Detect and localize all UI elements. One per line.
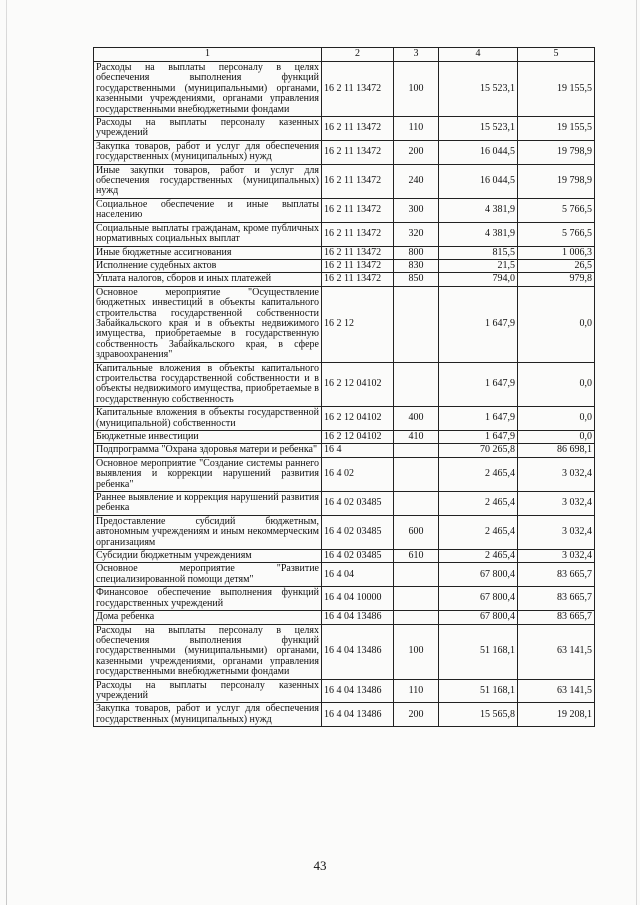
row-expense-type-cell: 200 — [394, 140, 439, 164]
row-value-year1-cell: 1 647,9 — [439, 407, 518, 431]
row-expense-type-cell — [394, 492, 439, 516]
row-name-cell: Капитальные вложения в объекты государственной (муниципальной) собственности — [94, 407, 322, 431]
row-value-year1-cell: 16 044,5 — [439, 164, 518, 198]
row-code-cell: 16 4 04 — [322, 563, 394, 587]
row-code-cell: 16 4 02 03485 — [322, 492, 394, 516]
row-value-year2-cell: 5 766,5 — [518, 222, 595, 246]
row-expense-type-cell: 100 — [394, 624, 439, 679]
row-value-year1-cell: 2 465,4 — [439, 492, 518, 516]
table-row — [94, 431, 595, 444]
row-expense-type-cell — [394, 587, 439, 611]
table-row — [94, 703, 595, 727]
row-expense-type-cell — [394, 362, 439, 407]
row-value-year2-cell: 1 006,3 — [518, 246, 595, 259]
row-value-year2-cell: 63 141,5 — [518, 679, 595, 703]
column-header: 2 — [322, 48, 394, 62]
row-code-cell: 16 2 12 04102 — [322, 431, 394, 444]
row-value-year2-cell: 3 032,4 — [518, 515, 595, 549]
row-name-cell: Основное мероприятие "Развитие специализированной помощи детям" — [94, 563, 322, 587]
table-row — [94, 563, 595, 587]
row-name-cell: Капитальные вложения в объекты капитального строительства государственной собственности и в объекты недвижимого имущества, приобретаемые в государственную собственность — [94, 362, 322, 407]
row-value-year2-cell: 0,0 — [518, 286, 595, 362]
row-name-cell: Раннее выявление и коррекция нарушений развития ребенка — [94, 492, 322, 516]
table-row — [94, 407, 595, 431]
row-value-year1-cell: 21,5 — [439, 259, 518, 272]
budget-table — [93, 47, 595, 727]
row-code-cell: 16 2 11 13472 — [322, 259, 394, 272]
column-header: 3 — [394, 48, 439, 62]
table-row — [94, 515, 595, 549]
row-name-cell: Бюджетные инвестиции — [94, 431, 322, 444]
row-name-cell: Расходы на выплаты персоналу казенных учреждений — [94, 679, 322, 703]
row-value-year1-cell: 67 800,4 — [439, 587, 518, 611]
row-value-year2-cell: 3 032,4 — [518, 492, 595, 516]
row-value-year2-cell: 19 208,1 — [518, 703, 595, 727]
row-code-cell: 16 4 04 13486 — [322, 624, 394, 679]
row-value-year2-cell: 0,0 — [518, 407, 595, 431]
table-row — [94, 362, 595, 407]
row-value-year2-cell: 63 141,5 — [518, 624, 595, 679]
row-expense-type-cell: 320 — [394, 222, 439, 246]
row-expense-type-cell: 110 — [394, 117, 439, 141]
row-name-cell: Иные закупки товаров, работ и услуг для обеспечения государственных (муниципальных) нужд — [94, 164, 322, 198]
table-row — [94, 286, 595, 362]
table-row — [94, 492, 595, 516]
row-name-cell: Уплата налогов, сборов и иных платежей — [94, 273, 322, 286]
row-code-cell: 16 4 04 13486 — [322, 679, 394, 703]
table-row — [94, 457, 595, 491]
row-code-cell: 16 2 11 13472 — [322, 140, 394, 164]
row-name-cell: Исполнение судебных актов — [94, 259, 322, 272]
row-name-cell: Финансовое обеспечение выполнения функций государственных учреждений — [94, 587, 322, 611]
row-name-cell: Основное мероприятие "Создание системы раннего выявления и коррекции нарушений развития ребенка" — [94, 457, 322, 491]
row-value-year1-cell: 815,5 — [439, 246, 518, 259]
row-code-cell: 16 4 04 10000 — [322, 587, 394, 611]
row-expense-type-cell — [394, 286, 439, 362]
row-expense-type-cell: 400 — [394, 407, 439, 431]
row-value-year2-cell: 0,0 — [518, 362, 595, 407]
row-expense-type-cell — [394, 563, 439, 587]
row-name-cell: Социальное обеспечение и иные выплаты населению — [94, 198, 322, 222]
row-name-cell: Иные бюджетные ассигнования — [94, 246, 322, 259]
row-value-year1-cell: 51 168,1 — [439, 624, 518, 679]
scan-edge-right — [636, 0, 637, 905]
row-value-year1-cell: 70 265,8 — [439, 444, 518, 457]
table-row — [94, 62, 595, 117]
row-code-cell: 16 4 02 03485 — [322, 550, 394, 563]
row-value-year1-cell: 15 565,8 — [439, 703, 518, 727]
row-value-year1-cell: 51 168,1 — [439, 679, 518, 703]
column-header: 1 — [94, 48, 322, 62]
row-value-year1-cell: 15 523,1 — [439, 62, 518, 117]
row-expense-type-cell: 100 — [394, 62, 439, 117]
table-row — [94, 164, 595, 198]
row-expense-type-cell: 850 — [394, 273, 439, 286]
row-name-cell: Предоставление субсидий бюджетным, автономным учреждениям и иным некоммерческим организациям — [94, 515, 322, 549]
table-row — [94, 444, 595, 457]
row-name-cell: Закупка товаров, работ и услуг для обеспечения государственных (муниципальных) нужд — [94, 703, 322, 727]
row-code-cell: 16 2 12 — [322, 286, 394, 362]
row-value-year2-cell: 19 798,9 — [518, 164, 595, 198]
row-value-year1-cell: 794,0 — [439, 273, 518, 286]
row-value-year2-cell: 83 665,7 — [518, 587, 595, 611]
row-value-year1-cell: 1 647,9 — [439, 286, 518, 362]
table-row — [94, 140, 595, 164]
row-expense-type-cell: 610 — [394, 550, 439, 563]
table-row — [94, 679, 595, 703]
row-value-year1-cell: 67 800,4 — [439, 563, 518, 587]
row-expense-type-cell: 410 — [394, 431, 439, 444]
row-name-cell: Расходы на выплаты персоналу в целях обеспечения выполнения функций государственными (муниципальными) органами, казенными учреждениями, органами управления государственными внебюджетными фондами — [94, 62, 322, 117]
row-expense-type-cell — [394, 444, 439, 457]
row-name-cell: Социальные выплаты гражданам, кроме публичных нормативных социальных выплат — [94, 222, 322, 246]
table-body — [94, 62, 595, 727]
row-name-cell: Основное мероприятие "Осуществление бюджетных инвестиций в объекты капитального строительства государственной собственности Забайкальского края и в объекты недвижимого имущества, приобретаемые в государственную собственность Забайкальского края, в сфере здравоохранения" — [94, 286, 322, 362]
row-expense-type-cell: 300 — [394, 198, 439, 222]
row-code-cell: 16 2 11 13472 — [322, 222, 394, 246]
table-row — [94, 550, 595, 563]
row-value-year2-cell: 83 665,7 — [518, 611, 595, 624]
row-value-year1-cell: 4 381,9 — [439, 222, 518, 246]
row-expense-type-cell: 110 — [394, 679, 439, 703]
row-value-year1-cell: 67 800,4 — [439, 611, 518, 624]
column-header: 5 — [518, 48, 595, 62]
row-code-cell: 16 2 11 13472 — [322, 273, 394, 286]
row-value-year1-cell: 1 647,9 — [439, 362, 518, 407]
row-expense-type-cell: 600 — [394, 515, 439, 549]
row-code-cell: 16 2 12 04102 — [322, 407, 394, 431]
row-expense-type-cell: 200 — [394, 703, 439, 727]
row-name-cell: Расходы на выплаты персоналу казенных учреждений — [94, 117, 322, 141]
row-code-cell: 16 4 02 — [322, 457, 394, 491]
table-row — [94, 198, 595, 222]
row-value-year1-cell: 16 044,5 — [439, 140, 518, 164]
row-value-year1-cell: 1 647,9 — [439, 431, 518, 444]
row-expense-type-cell — [394, 457, 439, 491]
table-row — [94, 259, 595, 272]
row-name-cell: Дома ребенка — [94, 611, 322, 624]
row-expense-type-cell — [394, 611, 439, 624]
row-expense-type-cell: 830 — [394, 259, 439, 272]
row-code-cell: 16 4 04 13486 — [322, 611, 394, 624]
column-header: 4 — [439, 48, 518, 62]
row-name-cell: Расходы на выплаты персоналу в целях обеспечения выполнения функций государственными (муниципальными) органами, казенными учреждениями, органами управления государственными внебюджетными фондами — [94, 624, 322, 679]
row-expense-type-cell: 800 — [394, 246, 439, 259]
table-header-row — [94, 48, 595, 62]
row-value-year2-cell: 26,5 — [518, 259, 595, 272]
table-row — [94, 587, 595, 611]
row-value-year2-cell: 83 665,7 — [518, 563, 595, 587]
table-row — [94, 117, 595, 141]
row-name-cell: Подпрограмма "Охрана здоровья матери и ребенка" — [94, 444, 322, 457]
scan-edge-left — [6, 0, 7, 905]
row-value-year2-cell: 3 032,4 — [518, 550, 595, 563]
row-name-cell: Субсидии бюджетным учреждениям — [94, 550, 322, 563]
table-row — [94, 624, 595, 679]
row-value-year2-cell: 86 698,1 — [518, 444, 595, 457]
row-code-cell: 16 4 — [322, 444, 394, 457]
table-row — [94, 246, 595, 259]
row-value-year1-cell: 4 381,9 — [439, 198, 518, 222]
table-row — [94, 273, 595, 286]
row-code-cell: 16 2 11 13472 — [322, 62, 394, 117]
row-code-cell: 16 2 11 13472 — [322, 246, 394, 259]
row-value-year2-cell: 5 766,5 — [518, 198, 595, 222]
row-name-cell: Закупка товаров, работ и услуг для обеспечения государственных (муниципальных) нужд — [94, 140, 322, 164]
row-value-year2-cell: 979,8 — [518, 273, 595, 286]
row-value-year2-cell: 0,0 — [518, 431, 595, 444]
row-value-year2-cell: 3 032,4 — [518, 457, 595, 491]
row-value-year1-cell: 2 465,4 — [439, 515, 518, 549]
row-expense-type-cell: 240 — [394, 164, 439, 198]
page-number: 43 — [313, 858, 327, 873]
row-value-year1-cell: 2 465,4 — [439, 550, 518, 563]
row-value-year1-cell: 2 465,4 — [439, 457, 518, 491]
row-value-year2-cell: 19 798,9 — [518, 140, 595, 164]
row-value-year2-cell: 19 155,5 — [518, 62, 595, 117]
table-row — [94, 611, 595, 624]
row-code-cell: 16 2 11 13472 — [322, 198, 394, 222]
row-value-year1-cell: 15 523,1 — [439, 117, 518, 141]
row-code-cell: 16 4 02 03485 — [322, 515, 394, 549]
row-code-cell: 16 2 11 13472 — [322, 117, 394, 141]
row-code-cell: 16 2 12 04102 — [322, 362, 394, 407]
row-code-cell: 16 4 04 13486 — [322, 703, 394, 727]
table-row — [94, 222, 595, 246]
row-code-cell: 16 2 11 13472 — [322, 164, 394, 198]
row-value-year2-cell: 19 155,5 — [518, 117, 595, 141]
